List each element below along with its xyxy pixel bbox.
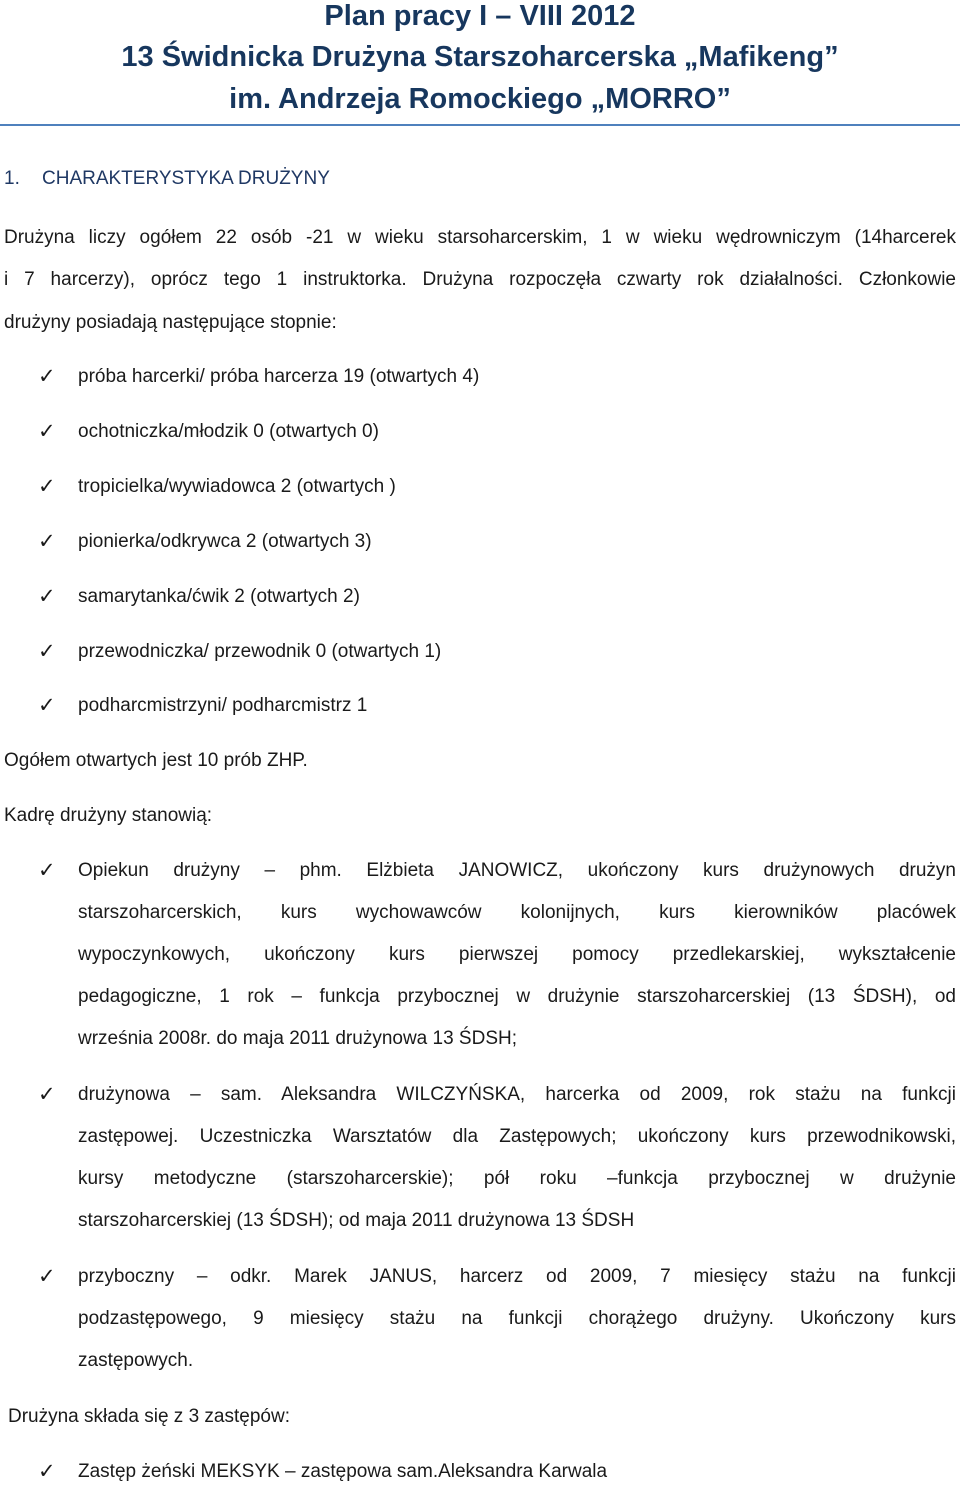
- staff-line: starszoharcerskiej (13 ŚDSH); od maja 2011 drużynowa 13 ŚDSH: [78, 1210, 635, 1231]
- rank-item: [38, 521, 956, 563]
- check-icon: ✓: [38, 365, 56, 388]
- rank-item: [38, 631, 956, 673]
- staff-line: września 2008r. do maja 2011 drużynowa 13 ŚDSH;: [78, 1028, 518, 1049]
- intro-line-2: i 7 harcerzy), oprócz tego 1 instruktorka. Drużyna rozpoczęła czwarty rok działalności. Członkowie: [4, 269, 956, 290]
- patrols-heading: Drużyna składa się z 3 zastępów:: [8, 1406, 290, 1427]
- section-number: 1.: [4, 168, 20, 189]
- check-icon: ✓: [38, 1083, 56, 1106]
- check-icon: ✓: [38, 694, 56, 717]
- staff-line: kursy metodyczne (starszoharcerskie); pół roku –funkcja przybocznej w drużynie: [78, 1168, 956, 1189]
- rank-item: [38, 356, 956, 398]
- staff-line: zastępowej. Uczestniczka Warsztatów dla Zastępowych; ukończony kurs przewodnikowski,: [78, 1126, 956, 1147]
- staff-item-leader-guardian: [38, 850, 956, 1060]
- title-line-2: 13 Świdnicka Drużyna Starszoharcerska „Mafikeng”: [121, 41, 839, 73]
- rank-item: [38, 685, 956, 727]
- title-divider: [0, 124, 960, 126]
- rank-item: [38, 576, 956, 618]
- check-icon: ✓: [38, 1265, 56, 1288]
- staff-line: wypoczynkowych, ukończony kurs pierwszej pomocy przedlekarskiej, wykształcenie: [78, 944, 956, 965]
- staff-line: przyboczny – odkr. Marek JANUS, harcerz od 2009, 7 miesięcy stażu na funkcji: [78, 1266, 956, 1287]
- staff-line: Opiekun drużyny – phm. Elżbieta JANOWICZ, ukończony kurs drużynowych drużyn: [78, 860, 956, 881]
- staff-description: [78, 850, 956, 1060]
- staff-line: podzastępowego, 9 miesięcy stażu na funkcji chorążego drużyny. Ukończony kurs: [78, 1308, 956, 1329]
- staff-item-troop-leader: [38, 1074, 956, 1242]
- rank-label: przewodniczka/ przewodnik 0 (otwartych 1): [78, 641, 442, 662]
- rank-label: samarytanka/ćwik 2 (otwartych 2): [78, 586, 360, 607]
- rank-label: ochotniczka/młodzik 0 (otwartych 0): [78, 421, 379, 442]
- staff-line: zastępowych.: [78, 1350, 194, 1371]
- section-title: CHARAKTERYSTYKA DRUŻYNY: [42, 168, 330, 189]
- rank-label: pionierka/odkrywca 2 (otwartych 3): [78, 531, 372, 552]
- rank-item: [38, 466, 956, 508]
- section-heading: [4, 168, 330, 190]
- rank-label: próba harcerki/ próba harcerza 19 (otwartych 4): [78, 366, 480, 387]
- check-icon: ✓: [38, 640, 56, 663]
- staff-item-assistant: [38, 1256, 956, 1382]
- rank-item: [38, 411, 956, 453]
- intro-line-1: Drużyna liczy ogółem 22 osób -21 w wieku starsoharcerskim, 1 w wieku wędrowniczym (14harcerek: [4, 227, 956, 248]
- patrol-label: Zastęp żeński MEKSYK – zastępowa sam.Aleksandra Karwala: [78, 1461, 608, 1482]
- title-line-1: Plan pracy I – VIII 2012: [324, 0, 636, 32]
- check-icon: ✓: [38, 530, 56, 553]
- title-line-3: im. Andrzeja Romockiego „MORRO”: [229, 83, 731, 115]
- check-icon: ✓: [38, 585, 56, 608]
- check-icon: ✓: [38, 475, 56, 498]
- staff-line: pedagogiczne, 1 rok – funkcja przybocznej w drużynie starszoharcerskiej (13 ŚDSH), od: [78, 986, 956, 1007]
- staff-description: [78, 1256, 956, 1382]
- open-trials-total: Ogółem otwartych jest 10 prób ZHP.: [4, 750, 308, 771]
- check-icon: ✓: [38, 420, 56, 443]
- staff-line: starszoharcerskich, kurs wychowawców kolonijnych, kurs kierowników placówek: [78, 902, 956, 923]
- staff-heading: Kadrę drużyny stanowią:: [4, 805, 213, 826]
- staff-description: [78, 1074, 956, 1242]
- patrol-item: [38, 1451, 956, 1493]
- intro-line-3: drużyny posiadają następujące stopnie:: [4, 312, 337, 333]
- staff-line: drużynowa – sam. Aleksandra WILCZYŃSKA, harcerka od 2009, rok stażu na funkcji: [78, 1084, 956, 1105]
- rank-label: tropicielka/wywiadowca 2 (otwartych ): [78, 476, 396, 497]
- check-icon: ✓: [38, 859, 56, 882]
- rank-label: podharcmistrzyni/ podharcmistrz 1: [78, 695, 368, 716]
- check-icon: ✓: [38, 1460, 56, 1483]
